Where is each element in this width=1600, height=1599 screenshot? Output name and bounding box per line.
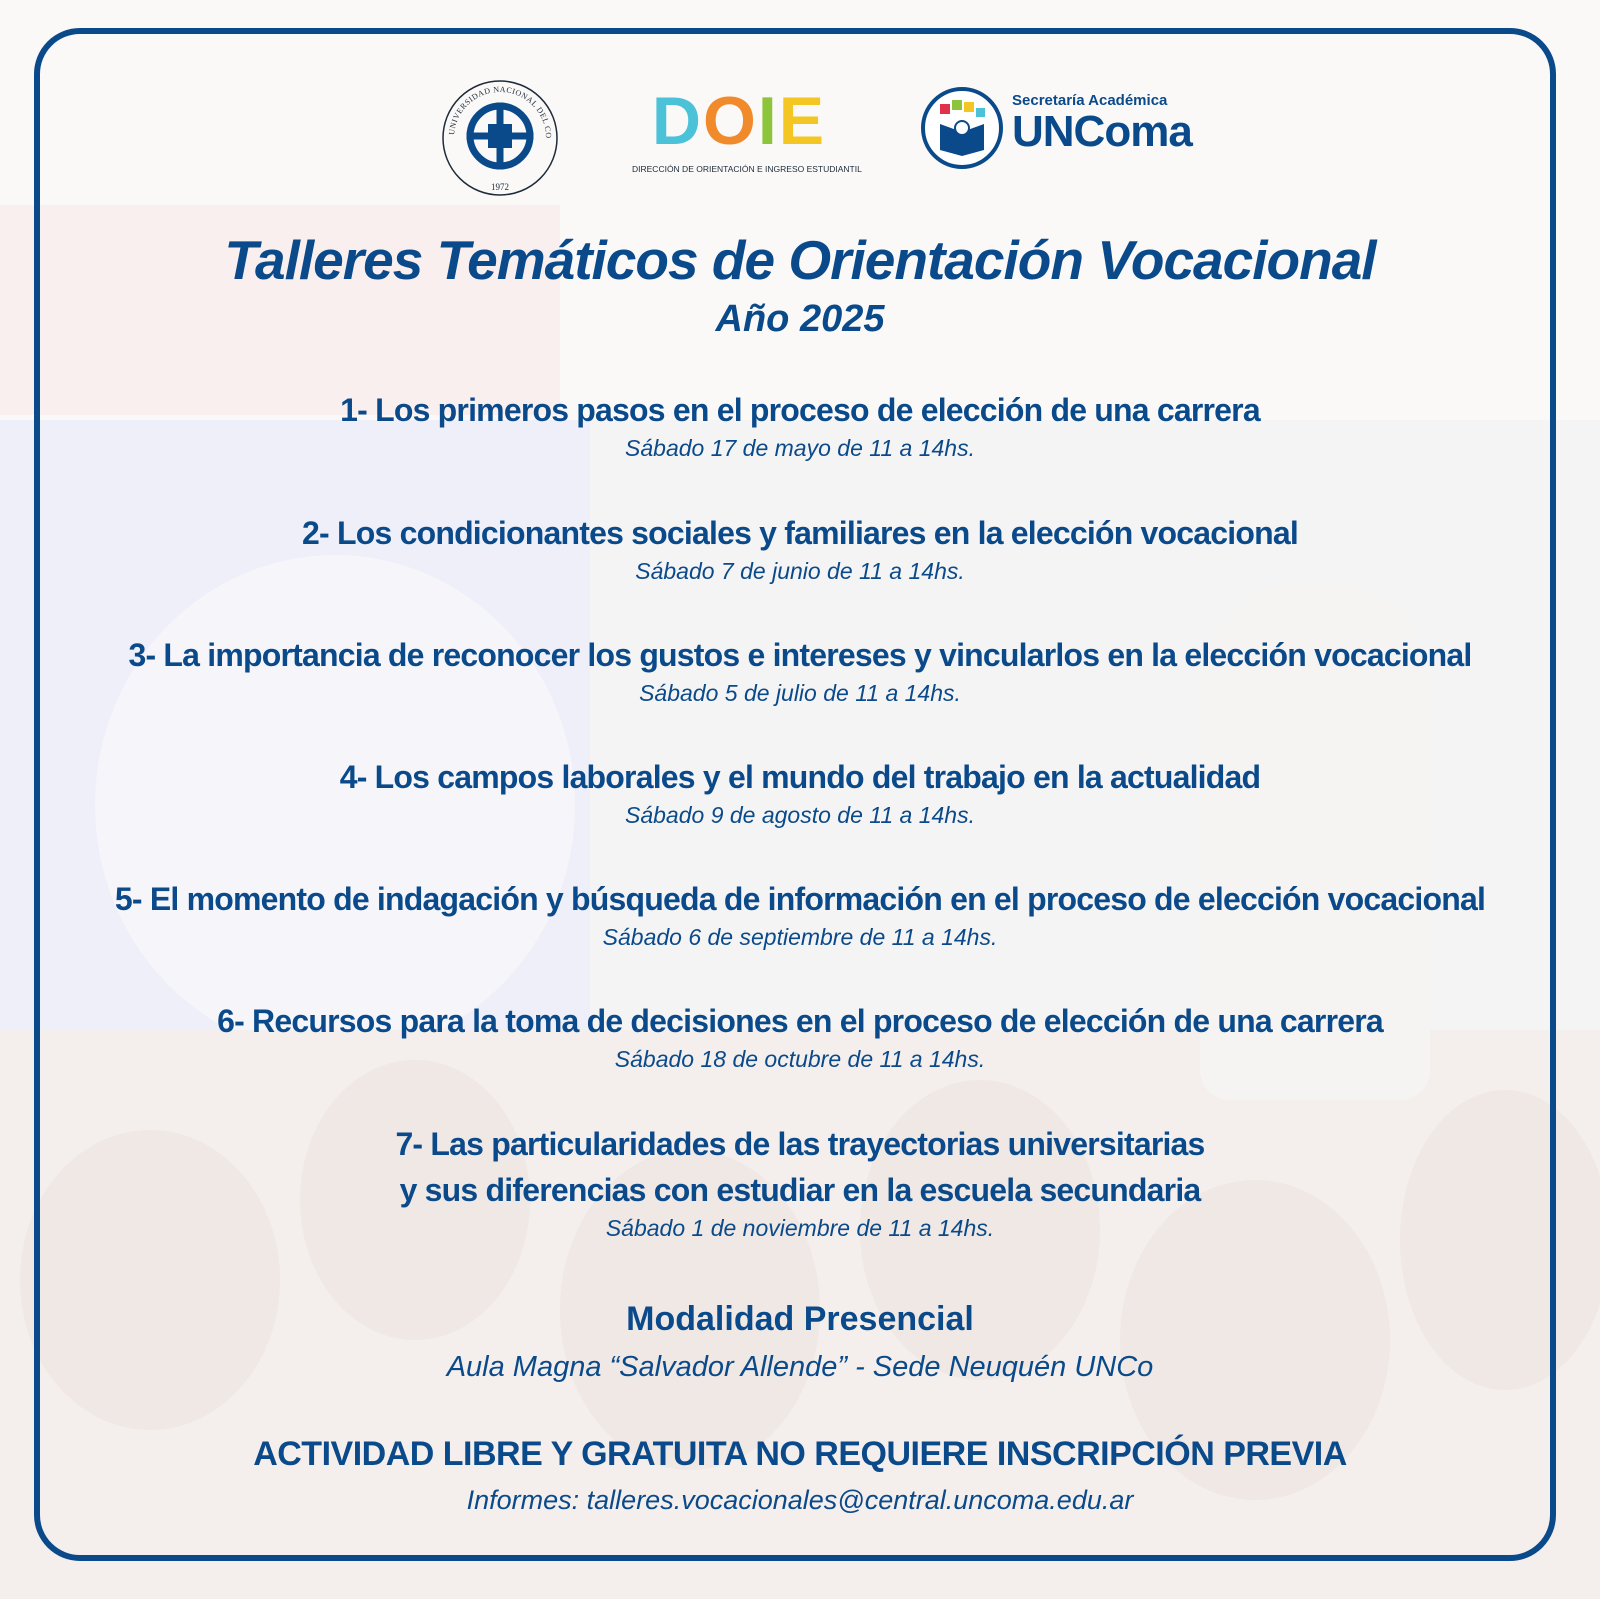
workshop-date: Sábado 6 de septiembre de 11 a 14hs. — [602, 924, 998, 950]
workshop-date: Sábado 1 de noviembre de 11 a 14hs. — [605, 1215, 995, 1241]
free-activity-notice: ACTIVIDAD LIBRE Y GRATUITA NO REQUIERE INSCRIPCIÓN PREVIA — [253, 1435, 1347, 1473]
logo-row — [0, 78, 1600, 208]
workshop-date: Sábado 9 de agosto de 11 a 14hs. — [625, 802, 975, 828]
university-seal-logo — [440, 78, 560, 198]
unc-name: UNComa — [1012, 107, 1192, 156]
book-circle-icon — [920, 86, 1004, 170]
workshop-title: 2- Los condicionantes sociales y familiares en la elección vocacional — [302, 515, 1298, 551]
modality-title: Modalidad Presencial — [626, 1300, 974, 1338]
contact-info: Informes: talleres.vocacionales@central.uncoma.edu.ar — [466, 1485, 1134, 1515]
doie-letter-d: D — [651, 83, 701, 159]
seal-year: 1972 — [491, 182, 509, 192]
workshop-item — [0, 510, 1600, 586]
workshop-date: Sábado 5 de julio de 11 a 14hs. — [639, 680, 961, 706]
workshop-title: 1- Los primeros pasos en el proceso de elección de una carrera — [340, 392, 1260, 428]
seal-ring-text: UNIVERSIDAD NACIONAL DEL CO — [447, 84, 554, 139]
workshop-item — [0, 1121, 1600, 1243]
workshop-title: 4- Los campos laborales y el mundo del trabajo en la actualidad — [339, 759, 1261, 795]
doie-letter-i: I — [757, 83, 777, 159]
workshop-title-line-2: y sus diferencias con estudiar en la escuela secundaria — [399, 1172, 1201, 1208]
workshop-date: Sábado 7 de junio de 11 a 14hs. — [635, 558, 965, 584]
doie-letter-o: O — [702, 83, 756, 159]
workshop-title: 6- Recursos para la toma de decisiones en el proceso de elección de una carrera — [217, 1003, 1383, 1039]
workshop-date: Sábado 17 de mayo de 11 a 14hs. — [625, 435, 975, 461]
workshop-item — [0, 876, 1600, 952]
workshop-item — [0, 387, 1600, 463]
doie-logo — [632, 83, 862, 196]
modality-place: Aula Magna “Salvador Allende” - Sede Neuquén UNCo — [446, 1351, 1154, 1383]
workshop-date: Sábado 18 de octubre de 11 a 14hs. — [614, 1046, 986, 1072]
doie-caption: DIRECCIÓN DE ORIENTACIÓN E INGRESO ESTUDIANTIL — [632, 164, 862, 174]
secretaria-academica-logo — [920, 86, 1192, 176]
workshop-title-line-1: 7- Las particularidades de las trayectorias universitarias — [395, 1126, 1205, 1162]
workshop-title: 5- El momento de indagación y búsqueda de información en el proceso de elección vocacional — [114, 881, 1486, 917]
workshop-item — [0, 754, 1600, 830]
page-title: Talleres Temáticos de Orientación Vocacional — [224, 229, 1376, 291]
doie-letter-e: E — [778, 83, 825, 159]
year-subtitle: Año 2025 — [715, 298, 885, 340]
workshop-item — [0, 632, 1600, 708]
workshop-title: 3- La importancia de reconocer los gustos e intereses y vincularlos en la elección vocacional — [128, 637, 1472, 673]
unc-subtitle: Secretaría Académica — [1012, 92, 1168, 109]
workshop-item — [0, 998, 1600, 1074]
